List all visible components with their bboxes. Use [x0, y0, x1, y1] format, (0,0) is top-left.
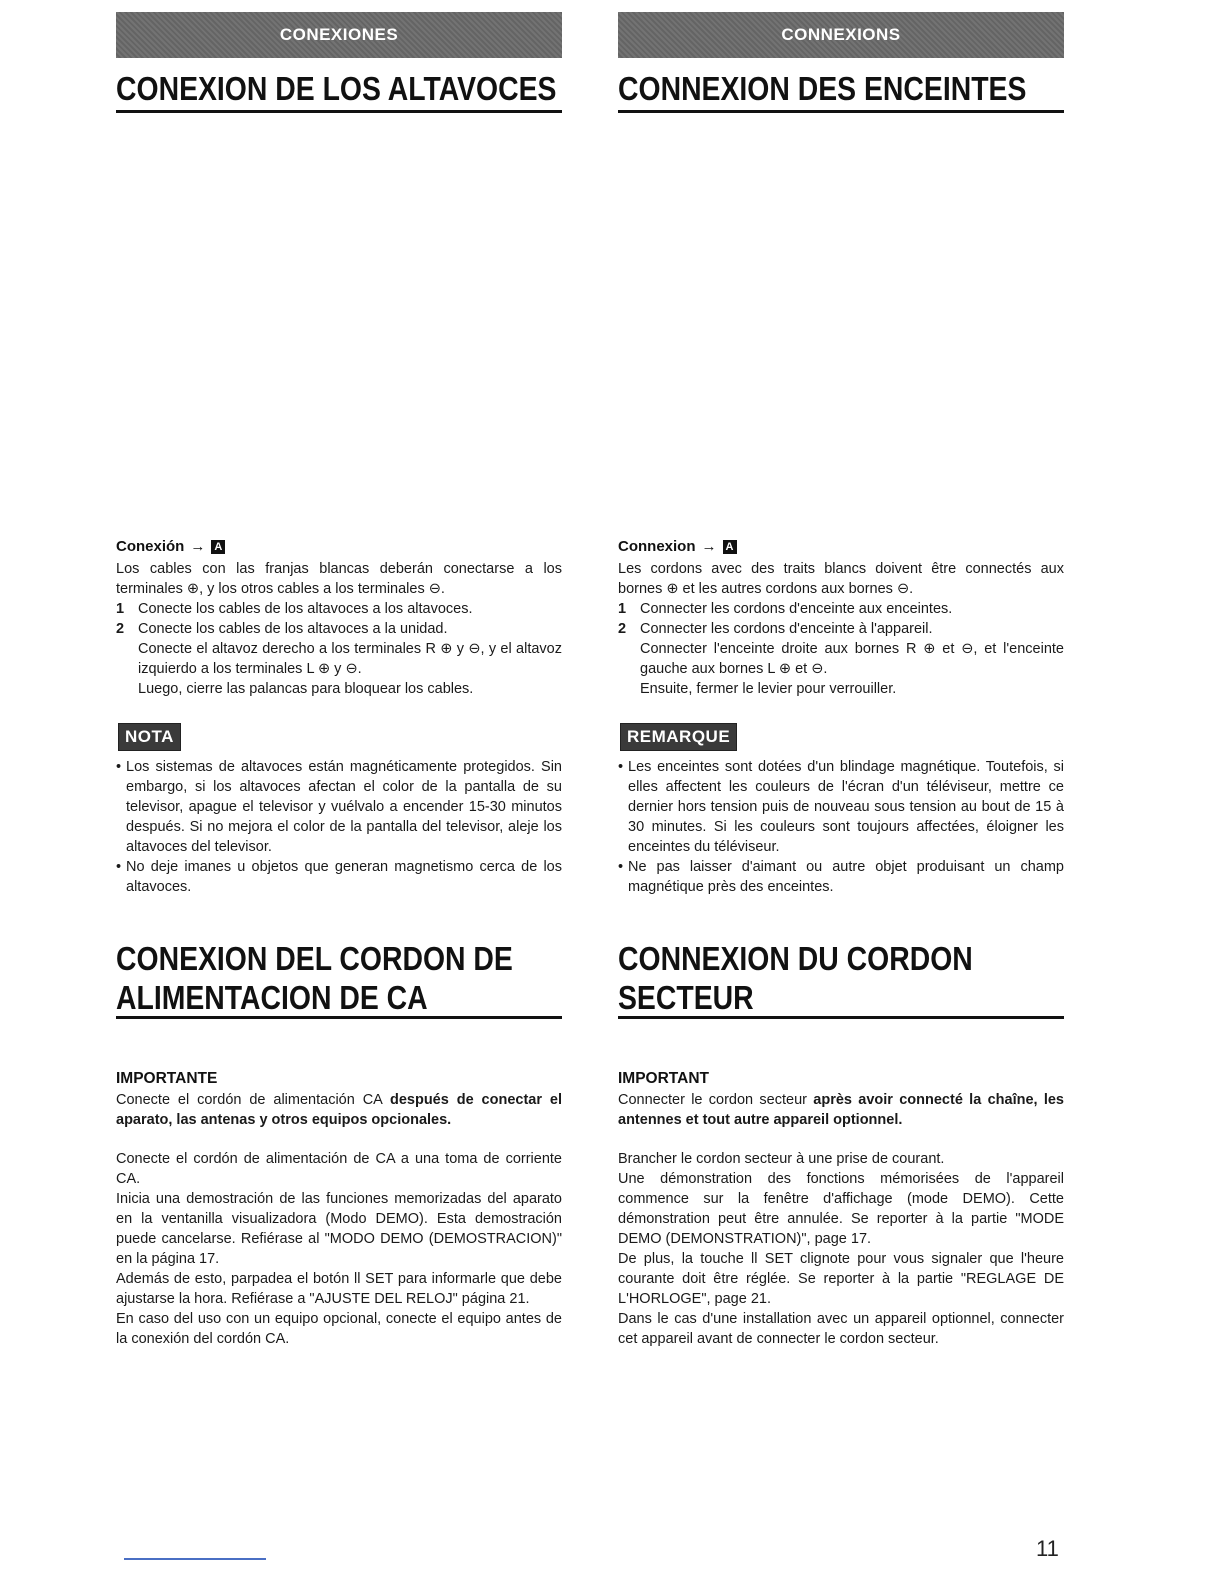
step-text: Connecter les cordons d'enceinte à l'appareil.: [640, 621, 933, 637]
paragraph: De plus, la touche ll SET clignote pour vous signaler que l'heure courante doit être réglée. Se reporter à la partie "REGLAGE DE L'HORLOGE", page 21.: [618, 1251, 1064, 1307]
step-item: [618, 599, 1064, 619]
section-title-2-line1: CONNEXION DU CORDON: [618, 940, 973, 977]
note-item: [618, 857, 1064, 897]
note-list: [116, 757, 562, 897]
paragraph: Brancher le cordon secteur à une prise de courant.: [618, 1151, 945, 1167]
bullet-icon: •: [618, 859, 624, 875]
step-number: 2: [618, 621, 627, 637]
step-text: Conecte los cables de los altavoces a los altavoces.: [138, 601, 473, 617]
paragraph: Además de esto, parpadea el botón ll SET para informarle que debe ajustarse la hora. Refiérase a "AJUSTE DEL RELOJ" página 21.: [116, 1271, 562, 1307]
important-bold: después de conectar el aparato, las antenas y otros equipos opcionales.: [116, 1092, 563, 1128]
note-list: [618, 757, 1064, 897]
important-paragraph: [618, 1090, 1064, 1130]
connection-subheading: [618, 538, 737, 555]
title-rule: [618, 1016, 1064, 1019]
note-text: Les enceintes sont dotées d'un blindage magnétique. Toutefois, si elles affectent les couleurs de l'écran d'un téléviseur, mettre ce dernier hors tension puis de nouveau sous tension au bout de 15 à 30 minutes. Si les couleurs sont toujours affectées, éloigner les enceintes du téléviseur.: [628, 759, 1064, 855]
important-heading: IMPORTANTE: [116, 1070, 218, 1087]
step-number: 1: [116, 601, 125, 617]
figure-a-icon: A: [723, 540, 737, 554]
footer-line: [124, 1558, 266, 1560]
section-title-2-line1: CONEXION DEL CORDON DE: [116, 940, 513, 977]
bullet-icon: •: [116, 859, 122, 875]
step-detail: Connecter l'enceinte droite aux bornes R ⊕ et ⊖, et l'enceinte gauche aux bornes L ⊕ et ⊖.: [640, 641, 1064, 677]
important-heading: IMPORTANT: [618, 1070, 709, 1087]
note-text: Los sistemas de altavoces están magnéticamente protegidos. Sin embargo, si los altavoces afectan el color de la pantalla de su televisor, apague el televisor y vuélvalo a encender 15-30 minutos después. Si no mejora el color de la pantalla del televisor, aleje los altavoces del televisor.: [126, 759, 562, 855]
title-rule: [618, 110, 1064, 113]
connection-text: [116, 559, 562, 699]
note-badge: REMARQUE: [620, 723, 737, 751]
bullet-icon: •: [618, 759, 624, 775]
section-title: CONNEXION DES ENCEINTES: [618, 70, 1027, 107]
paragraph: En caso del uso con un equipo opcional, conecte el equipo antes de la conexión del cordón CA.: [116, 1311, 562, 1347]
section-banner: CONEXIONES: [116, 12, 562, 58]
power-text: [618, 1149, 1064, 1349]
section-banner: CONNEXIONS: [618, 12, 1064, 58]
bullet-icon: •: [116, 759, 122, 775]
paragraph: Une démonstration des fonctions mémorisées de l'appareil commence sur la fenêtre d'affichage (mode DEMO). Cette démonstration peut être annulée. Se reporter à la partie "MODE DEMO (DEMONSTRATION)", page 17.: [618, 1171, 1064, 1247]
step-detail: Conecte el altavoz derecho a los terminales R ⊕ y ⊖, y el altavoz izquierdo a los terminales L ⊕ y ⊖.: [138, 641, 562, 677]
connection-subheading: [116, 538, 225, 555]
paragraph: Conecte el cordón de alimentación de CA a una toma de corriente CA.: [116, 1151, 562, 1187]
step-text: Conecte los cables de los altavoces a la unidad.: [138, 621, 448, 637]
step-after: Ensuite, fermer le levier pour verrouiller.: [640, 681, 897, 697]
section-title-2-line2: ALIMENTACION DE CA: [116, 979, 428, 1016]
power-text: [116, 1149, 562, 1349]
step-item: [116, 619, 562, 639]
note-item: [618, 757, 1064, 857]
title-rule: [116, 110, 562, 113]
subheading-label: Conexión: [116, 538, 185, 555]
step-number: 2: [116, 621, 125, 637]
intro-paragraph: Les cordons avec des traits blancs doivent être connectés aux bornes ⊕ et les autres cordons aux bornes ⊖.: [618, 561, 1064, 597]
step-text: Connecter les cordons d'enceinte aux enceintes.: [640, 601, 953, 617]
paragraph: Inicia una demostración de las funciones memorizadas del aparato en la ventanilla visualizadora (Modo DEMO). Esta demostración puede cancelarse. Refiérase al "MODO DEMO (DEMOSTRACION)" en la página 17.: [116, 1191, 562, 1267]
section-title: CONEXION DE LOS ALTAVOCES: [116, 70, 557, 107]
important-plain: Conecte el cordón de alimentación CA: [116, 1092, 390, 1108]
page-number: 11: [1036, 1536, 1059, 1561]
important-paragraph: [116, 1090, 562, 1130]
step-item: [116, 599, 562, 619]
intro-paragraph: Los cables con las franjas blancas deberán conectarse a los terminales ⊕, y los otros cables a los terminales ⊖.: [116, 561, 562, 597]
note-text: Ne pas laisser d'aimant ou autre objet produisant un champ magnétique près des enceintes.: [628, 859, 1064, 895]
paragraph: Dans le cas d'une installation avec un appareil optionnel, connecter cet appareil avant de connecter le cordon secteur.: [618, 1311, 1064, 1347]
important-bold: après avoir connecté la chaîne, les antennes et tout autre appareil optionnel.: [618, 1092, 1064, 1128]
step-after: Luego, cierre las palancas para bloquear los cables.: [138, 681, 474, 697]
step-number: 1: [618, 601, 627, 617]
connection-text: [618, 559, 1064, 699]
note-item: [116, 757, 562, 857]
section-title-2-line2: SECTEUR: [618, 979, 754, 1016]
important-text: [618, 1090, 1064, 1130]
important-plain: Connecter le cordon secteur: [618, 1092, 814, 1108]
arrow-right-icon: →: [701, 538, 717, 555]
title-rule: [116, 1016, 562, 1019]
note-text: No deje imanes u objetos que generan magnetismo cerca de los altavoces.: [126, 859, 562, 895]
figure-a-icon: A: [211, 540, 225, 554]
important-text: [116, 1090, 562, 1130]
subheading-label: Connexion: [618, 538, 696, 555]
note-badge: NOTA: [118, 723, 181, 751]
arrow-right-icon: →: [190, 538, 206, 555]
step-item: [618, 619, 1064, 639]
note-item: [116, 857, 562, 897]
